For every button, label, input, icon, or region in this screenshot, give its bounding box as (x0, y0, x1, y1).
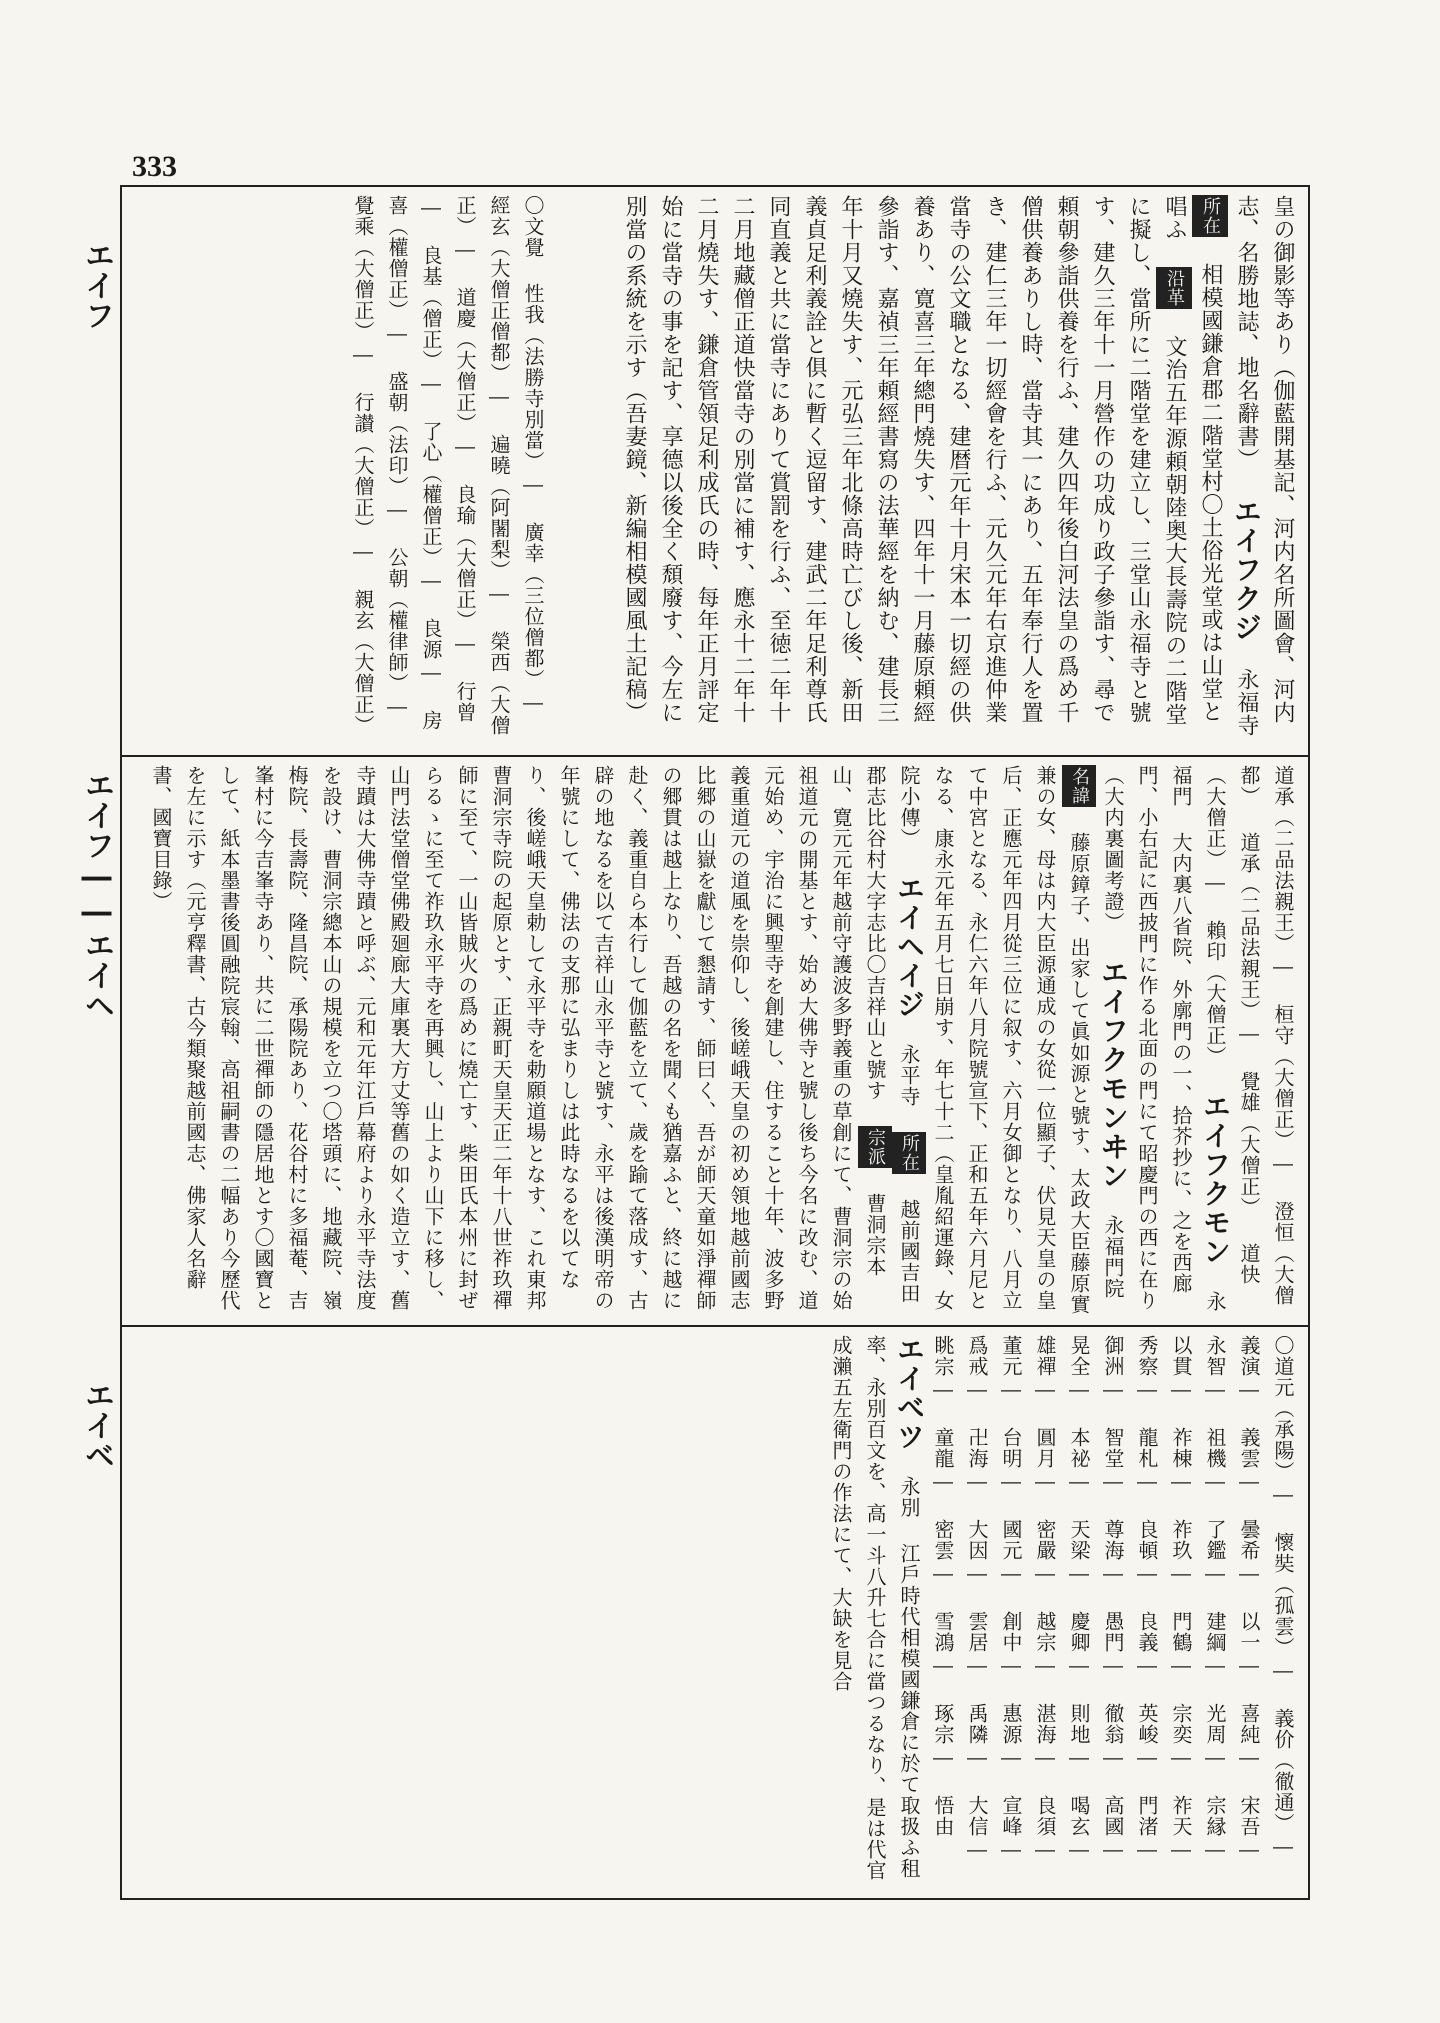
lineage3-item: 祖機 (1203, 1427, 1227, 1469)
lineage3-item: 義雲 (1237, 1427, 1261, 1469)
divider-top (120, 755, 1310, 757)
lineage1-item: 經玄（大僧正僧都） (487, 195, 511, 384)
lineage-eifukuji: 〇文覺 性我（法勝寺別當）― 廣幸（三位僧都）― 經玄（大僧正僧都）― 遍曉（阿闍梨）― 榮西（大僧正）― 道慶（大僧正）― 良瑜（大僧正）― 行曾― 良基（僧正）― 了心（權僧正）― 良源― 房喜（權僧正）― 盛朝（法印）― 公朝（權律師）― 覺乘（大僧正）― 行讃（大僧正）― 親玄（大僧正） (351, 195, 545, 736)
lineage2-item: 道承（二品法親王） (1271, 765, 1295, 954)
lineage3-item: 琢宗 (931, 1703, 955, 1745)
lineage3-item: 秀察 (1135, 1335, 1159, 1377)
section-eifukuji (560, 195, 1300, 745)
page-number: 333 (132, 150, 177, 183)
lineage3-item: 宋吾 (1237, 1795, 1261, 1837)
lineage3-item: 愚門 (1101, 1611, 1125, 1653)
lineage3-item: 宗奕 (1169, 1703, 1193, 1745)
side-tag-eibe: エイベ (79, 1380, 114, 1470)
lineage3-item: 惠源 (999, 1703, 1023, 1745)
lineage3-item: 祚玖 (1169, 1519, 1193, 1561)
lineage3-item: 以貫 (1169, 1335, 1193, 1377)
section3-body: 藤原鏱子、出家して眞如源と號す、太政大臣藤原實兼の女、母は内大臣源通成の女從一位顯子、伏見天皇の皇后、正應元年四月從三位に叙す、六月女御となり、八月立て中宮となる、永仁六年八月院號宣下、正和五年六月尼となる、康永元年五月七日崩す、年七十二（皇胤紹運錄、女院小傳） (897, 765, 1091, 1315)
lineage2-item: 桓守（大僧正） (1271, 1004, 1295, 1151)
side-tag-eifu-eihe: エイフ――エイヘ (79, 770, 114, 1020)
middle-block: 道承（二品法親王）― 桓守（大僧正）― 澄恒（大僧都） 道承（二品法親王）― 覺雄（大僧正） 道快（大僧正）― 賴印（大僧正） エイフクモン 永福門 大内裏八省院、外廓門の一、拾芥抄に、之を西廊門、小右記に西披門に作る北面の門にて昭慶門の西に在り（大内裏圖考證） エイフクモンヰン 永福門院 名諱 藤原鏱子、出家して眞如源と號す、太政大臣藤原實兼の女、母は内大臣源通成の女從一位顯子、伏見天皇の皇后、正應元年四月從三位に叙す、六月女御となり、八月立て中宮となる、永仁六年八月院號宣下、正和五年六月尼となる、康永元年五月七日崩す、年七十二（皇胤紹運錄、女院小傳） エイヘイジ 永平寺 所在 越前國吉田郡志比谷村大字志比〇吉祥山と號す 宗派 曹洞宗本山、寛元元年越前守護波多野義重の草創にて、曹洞宗の始祖道元の開基とす、始め大佛寺と號し後ち今名に改む、道元始め、宇治に興聖寺を創建し、住すること十年、波多野義重道元の道風を崇仰し、後嵯峨天皇の初め領地越前國志比郷の山嶽を獻じて懇請す、師曰く、吾が師天童如淨禪師の郷貫は越上なり、吾越の名を聞くも猶嘉ふと、終に越に赴く、義重自ら本行して伽藍を立て、歲を踰て落成す、古辟の地なるを以て吉祥山永平寺と號す、永平は後漢明帝の年號にして、佛法の支那に弘まりしは此時なるを以てなり、後嵯峨天皇勅して永平寺を勅願道場となす、これ東邦曹洞宗寺院の起原とす、正親町天皇天正二年十八世祚玖禪師に至て、一山皆賊火の爲めに燒亡す、柴田氏本州に封ぜらるゝに至て祚玖永平寺を再興し、山上より山下に移し、山門法堂僧堂佛殿廻廊大庫裏大方丈等舊の如く造立す、舊寺蹟は大佛寺蹟と呼ぶ、元和元年江戶幕府より永平寺法度を設け、曹洞宗總本山の規模を立つ〇塔頭に、地藏院、嶺梅院、長壽院、隆昌院、承陽院あり、花谷村に多福菴、吉峯村に今吉峯寺あり、共に二世禪師の隱居地とす〇國寶として、紙本墨書後圓融院宸翰、高祖嗣書の二幅あり今歷代を左に示す（元亨釋書、古今類聚越前國志、佛家人名辭書、國寶目錄） (149, 765, 1295, 1315)
lineage3-item: 門鶴 (1169, 1611, 1193, 1653)
section3-title: 永福門院 (1101, 1215, 1125, 1299)
lineage2-item: 覺雄（大僧正） (1237, 1071, 1261, 1218)
section1-title: 永福寺 (1234, 668, 1259, 737)
section4-heading: エイヘイジ (893, 874, 926, 1019)
lineage3-item: 了鑑 (1203, 1519, 1227, 1561)
lineage3-item: 湛海 (1033, 1703, 1057, 1745)
section1-body: 文治五年源頼朝陸奥大長壽院の二階堂に擬し、當所に二階堂を建立し、三堂山永福寺と號す、建久三年十一月營作の功成り政子參詣す、尋で頼朝參詣供養を行ふ、建久四年後白河法皇の爲め千僧供養ありし時、當寺其一にあり、五年奉行人を置き、建仁三年一切經會を行ふ、元久元年右京進仲業當寺の公文職となる、建暦元年十月宋本一切經の供養あり、寛喜三年總門燒失す、四年十一月藤原頼經參詣す、嘉禎三年頼經書寫の法華經を納む、建長三年十月又燒失す、元弘三年北條高時亡びし後、新田義貞足利義詮と俱に暫く逗留す、建武二年足利尊氏同直義と共に當寺にありて賞罰を行ふ、至徳二年十二月地藏僧正道快當寺の別當に補す、應永十二年十二月燒失す、鎌倉管領足利成氏の時、每年正月評定始に當寺の事を記す、享德以後全く頹廢す、今左に別當の系統を示す（吾妻鏡、新編相模國風土記稿） (622, 195, 1187, 726)
lineage3-item: 大因 (965, 1519, 989, 1561)
lineage1-item: 行曾 (453, 681, 477, 723)
lineage3-item: 建綱 (1203, 1611, 1227, 1653)
lineage3-item: 祚棟 (1169, 1427, 1193, 1469)
lineage3-item: 密嚴 (1033, 1519, 1057, 1561)
lineage1-item: 親玄（大僧正） (351, 589, 375, 736)
section4-body: 曹洞宗本山、寛元元年越前守護波多野義重の草創にて、曹洞宗の始祖道元の開基とす、始め大佛寺と號し後ち今名に改む、道元始め、宇治に興聖寺を創建し、住すること十年、波多野義重道元の道風を崇仰し、後嵯峨天皇の初め領地越前國志比郷の山嶽を獻じて懇請す、師曰く、吾が師天童如淨禪師の郷貫は越上なり、吾越の名を聞くも猶嘉ふと、終に越に赴く、義重自ら本行して伽藍を立て、歲を踰て落成す、古辟の地なるを以て吉祥山永平寺と號す、永平は後漢明帝の年號にして、佛法の支那に弘まりしは此時なるを以てなり、後嵯峨天皇勅して永平寺を勅願道場となす、これ東邦曹洞宗寺院の起原とす、正親町天皇天正二年十八世祚玖禪師に至て、一山皆賊火の爲めに燒亡す、柴田氏本州に封ぜらるゝに至て祚玖永平寺を再興し、山上より山下に移し、山門法堂僧堂佛殿廻廊大庫裏大方丈等舊の如く造立す、舊寺蹟は大佛寺蹟と呼ぶ、元和元年江戶幕府より永平寺法度を設け、曹洞宗總本山の規模を立つ〇塔頭に、地藏院、嶺梅院、長壽院、隆昌院、承陽院あり、花谷村に多福菴、吉峯村に今吉峯寺あり、共に二世禪師の隱居地とす〇國寶として、紙本墨書後圓融院宸翰、高祖嗣書の二幅あり今歷代を左に示す（元亨釋書、古今類聚越前國志、佛家人名辭書、國寶目錄） (149, 765, 887, 1311)
lineage1-item: 公朝（權律師） (385, 547, 409, 694)
lineage1-item: 了心（權僧正） (419, 421, 443, 568)
lineage3-item: 高國 (1101, 1795, 1125, 1837)
divider-bottom (120, 1325, 1310, 1327)
lineage1-item: 道慶（大僧正） (453, 287, 477, 434)
lineage3-item: 尊海 (1101, 1519, 1125, 1561)
lineage3-item: 龍札 (1135, 1427, 1159, 1469)
section4-location-label: 所在 (892, 1132, 926, 1174)
lineage3-item: 義演 (1237, 1335, 1261, 1377)
lineage3-item: 良須 (1033, 1795, 1057, 1837)
section5-title: 永別 (897, 1476, 921, 1518)
section2-body: 大内裏八省院、外廓門の一、拾芥抄に、之を西廊門、小右記に西披門に作る北面の門にて昭慶門の西に在り（大内裏圖考證） (1101, 765, 1193, 1311)
lineage3-item: 國元 (999, 1519, 1023, 1561)
lineage1-item: 良源 (419, 618, 443, 660)
side-tag-eifu: エイフ (79, 240, 114, 330)
section4-sect-label: 宗派 (858, 1126, 892, 1168)
lineage3-item: 天梁 (1067, 1519, 1091, 1561)
lineage3-item: 卍海 (965, 1427, 989, 1469)
section2-heading: エイフクモン (1199, 1092, 1232, 1266)
lineage3-item: 徹翁 (1101, 1703, 1125, 1745)
lineage1-item: 盛朝（法印） (385, 371, 409, 497)
section4-title: 永平寺 (897, 1044, 921, 1107)
lineage3-item: 以一 (1237, 1611, 1261, 1653)
lineage1-item: 良基（僧正） (419, 245, 443, 371)
lineage3-item: 眺宗 (931, 1335, 955, 1377)
lineage3-item: 禹隣 (965, 1703, 989, 1745)
lineage3-item: 爲戒 (965, 1335, 989, 1377)
section1-location-label: 所在 (1192, 195, 1228, 237)
lineage3-item: 懷奘（孤雲） (1271, 1532, 1295, 1658)
lineage3-item: 曇希 (1237, 1519, 1261, 1561)
lineage1-item: 行讃（大僧正） (351, 392, 375, 539)
lineage3-item: 宗縁 (1203, 1795, 1227, 1837)
section1-history-label: 沿革 (1156, 267, 1192, 309)
lineage3-item: 本祕 (1067, 1427, 1091, 1469)
bottom-block: 〇道元（承陽）― 懷奘（孤雲）― 義价（徹通）― 義演― 義雲― 曇希― 以一― 喜純― 宋吾― 永智― 祖機― 了鑑― 建綱― 光周― 宗縁― 以貫― 祚棟― 祚玖― 門鶴― 宗奕― 祚天― 秀察― 龍札― 良頓― 良義― 英峻― 門渚― 御洲― 智堂― 尊海― 愚門― 徹翁― 高國― 晃全― 本祕― 天梁― 慶卿― 則地― 喝玄― 雄禪― 圓月― 密嚴― 越宗― 湛海― 良須― 董元― 台明― 國元― 創中― 惠源― 宣峰― 爲戒― 卍海― 大因― 雲居― 禹隣― 大信― 眺宗― 童龍― 密雲― 雪鴻― 琢宗― 悟由 エイべツ 永別 江戶時代相模國鎌倉に於て取扱ふ租率、永別百文を、高一斗八升七合に當つるなり、是は代官成瀨五左衛門の作法にて、大缺を見合 (829, 1335, 1295, 1881)
lineage3-item: 英峻 (1135, 1703, 1159, 1745)
lineage2-item: 澄恒（大僧都） (1237, 765, 1295, 1306)
lineage3-item: 創中 (999, 1611, 1023, 1653)
lineage1-item: 遍曉（阿闍梨） (487, 434, 511, 581)
lineage3-heading: 〇道元（承陽） (1271, 1335, 1295, 1482)
lineage3-item: 義价（徹通） (1271, 1708, 1295, 1834)
lineage2-item: 道承（二品法親王） (1237, 832, 1261, 1021)
lineage1-item: 覺乘（大僧正） (351, 195, 375, 342)
lineage3-item: 童龍 (931, 1427, 955, 1469)
lineage1-item: 房喜（權僧正） (385, 195, 443, 731)
lineage1-item: 榮西（大僧正） (453, 195, 511, 736)
lineage3-item: 宣峰 (999, 1795, 1023, 1837)
lineage3-item: 光周 (1203, 1703, 1227, 1745)
lineage3-item: 悟由 (931, 1795, 955, 1837)
lineage3-item: 御洲 (1101, 1335, 1125, 1377)
lineage3-item: 喝玄 (1067, 1795, 1091, 1837)
section5-heading: エイべツ (893, 1335, 926, 1451)
lineage3-item: 台明 (999, 1427, 1023, 1469)
lineage3-item: 雲居 (965, 1611, 989, 1653)
lineage3-item: 慶卿 (1067, 1611, 1091, 1653)
lineage3-item: 永智 (1203, 1335, 1227, 1377)
lineage2-item: 道快（大僧正） (1203, 765, 1261, 1285)
lineage3-item: 密雲 (931, 1519, 955, 1561)
lineage3-item: 晃全 (1067, 1335, 1091, 1377)
lineage3-item: 良義 (1135, 1611, 1159, 1653)
lineage3-item: 董元 (999, 1335, 1023, 1377)
lineage3-item: 門渚 (1135, 1795, 1159, 1837)
lineage3-item: 智堂 (1101, 1427, 1125, 1469)
lineage3-item: 大信 (965, 1795, 989, 1837)
section4-location: 越前國吉田郡志比谷村大字志比〇吉祥山と號す (863, 765, 921, 1304)
lineage3-item: 圓月 (1033, 1427, 1057, 1469)
section1-location: 相模國鎌倉郡二階堂村〇土俗光堂或は山堂と唱ふ (1162, 195, 1223, 723)
lineage1-item: 廣幸（三位僧都） (521, 522, 545, 690)
lineage3-item: 良頓 (1135, 1519, 1159, 1561)
lineage1-item: 性我（法勝寺別當） (521, 283, 545, 472)
section3-heading: エイフクモンヰン (1097, 958, 1130, 1190)
lineage3-item: 雄禪 (1033, 1335, 1057, 1377)
section5-body: 江戶時代相模國鎌倉に於て取扱ふ租率、永別百文を、高一斗八升七合に當つるなり、是は代官成瀨五左衛門の作法にて、大缺を見合 (829, 1335, 921, 1881)
section2-title: 永福門 (1169, 765, 1227, 1312)
section1-heading: エイフクジ (1230, 497, 1263, 642)
lineage3-item: 雪鴻 (931, 1611, 955, 1653)
lineage3-item: 喜純 (1237, 1703, 1261, 1745)
lineage3-item: 則地 (1067, 1703, 1091, 1745)
lineage3-item: 祚天 (1169, 1795, 1193, 1837)
lineage2-item: 賴印（大僧正） (1203, 920, 1227, 1067)
lineage3-item: 越宗 (1033, 1611, 1057, 1653)
section1-intro: 皇の御影等あり（伽藍開基記、河内名所圖會、河内志、名勝地誌、地名辭書） (1234, 195, 1295, 724)
section3-label: 名諱 (1062, 765, 1096, 807)
lineage1-item: 良瑜（大僧正） (453, 484, 477, 631)
lineage1-heading: 〇文覺 (521, 195, 545, 258)
